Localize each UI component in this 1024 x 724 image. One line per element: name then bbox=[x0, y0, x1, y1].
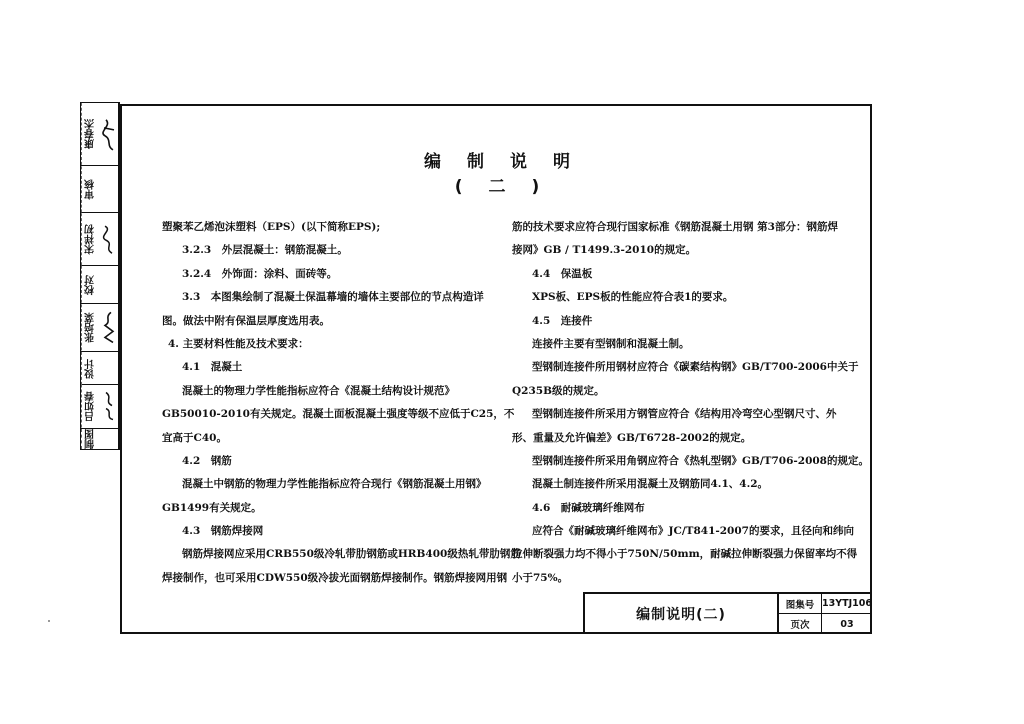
text-line: 混凝土中钢筋的物理力学性能指标应符合现行《钢筋混凝土用钢》 bbox=[182, 478, 487, 491]
section-heading: 4. 主要材料性能及技术要求： bbox=[168, 337, 309, 350]
text-line: 小于75%。 bbox=[512, 571, 569, 584]
strip-label: 宋祥初 bbox=[81, 213, 100, 265]
subsection-heading: 4.5 连接件 bbox=[532, 314, 593, 327]
subsection-heading: 4.4 保温板 bbox=[532, 267, 593, 280]
strip-cell-proof bbox=[81, 266, 118, 304]
handwritten-signature bbox=[100, 304, 118, 350]
strip-cell-reviewer bbox=[81, 103, 118, 166]
strip-label: 审核 bbox=[81, 166, 100, 212]
strip-cell-design bbox=[81, 352, 118, 386]
title-block-name: 编制说明(二) bbox=[636, 607, 726, 623]
strip-cell-checker bbox=[81, 213, 118, 266]
text-line: 型钢制连接件所采用角钢应符合《热轧型钢》GB/T706-2008的规定。 bbox=[532, 454, 869, 467]
text-line: 钢筋焊接网应采用CRB550级冷轧带肋钢筋或HRB400级热轧带肋钢筋 bbox=[182, 548, 521, 561]
subsection-heading: 4.6 耐碱玻璃纤维网布 bbox=[532, 501, 645, 514]
text-line: 形、重量及允许偏差》GB/T6728-2002的规定。 bbox=[512, 431, 752, 444]
text-line: 3.2.3 外层混凝土：钢筋混凝土。 bbox=[182, 244, 348, 257]
text-line: 型钢制连接件所采用方钢管应符合《结构用冷弯空心型钢尺寸、外 bbox=[532, 408, 837, 421]
text-line: GB1499有关规定。 bbox=[162, 501, 262, 514]
strip-cell-drawing bbox=[81, 429, 118, 449]
text-line: 接网》GB / T1499.3-2010的规定。 bbox=[512, 244, 697, 257]
handwritten-signature bbox=[100, 213, 118, 265]
strip-cell-drafter bbox=[81, 385, 118, 429]
subsection-heading: 4.3 钢筋焊接网 bbox=[182, 525, 264, 538]
left-text-column bbox=[162, 216, 521, 590]
text-line: 图。做法中附有保温层厚度选用表。 bbox=[162, 314, 330, 327]
text-line: 3.2.4 外饰面：涂料、面砖等。 bbox=[182, 267, 338, 280]
strip-cell-designer bbox=[81, 304, 118, 351]
page-number: 03 bbox=[840, 618, 854, 630]
text-line: 混凝土制连接件所采用混凝土及钢筋同4.1、4.2。 bbox=[532, 478, 769, 491]
title-block-grid bbox=[777, 594, 872, 634]
atlas-number-label: 图集号 bbox=[779, 594, 822, 614]
right-text-column bbox=[512, 216, 869, 590]
text-line: 型钢制连接件所用钢材应符合《碳素结构钢》GB/T700-2006中关于 bbox=[532, 361, 859, 374]
text-line: Q235B级的规定。 bbox=[512, 384, 605, 397]
text-line: 筋的技术要求应符合现行国家标准《钢筋混凝土用钢 第3部分：钢筋焊 bbox=[512, 221, 838, 233]
strip-cell-review bbox=[81, 166, 118, 213]
text-line: 塑聚苯乙烯泡沫塑料（EPS）(以下简称EPS); bbox=[162, 221, 381, 233]
page-number-label: 页次 bbox=[779, 614, 822, 634]
strip-label: 吕如春 bbox=[81, 385, 100, 428]
text-line: 焊接制作，也可采用CDW550级冷拔光面钢筋焊接制作。钢筋焊接网用钢 bbox=[162, 571, 508, 584]
text-line: 混凝土的物理力学性能指标应符合《混凝土结构设计规范》 bbox=[182, 384, 455, 397]
strip-label: 设计 bbox=[81, 352, 100, 385]
title-block bbox=[583, 592, 872, 634]
strip-label: 制图 bbox=[81, 429, 100, 449]
text-line: 拉伸断裂强力均不得小于750N/50mm，耐碱拉伸断裂强力保留率均不得 bbox=[512, 548, 858, 561]
text-line: 应符合《耐碱玻璃纤维网布》JC/T841-2007的要求，且径向和纬向 bbox=[532, 525, 854, 538]
text-line: XPS板、EPS板的性能应符合表1的要求。 bbox=[532, 291, 734, 304]
strip-label: 张培菜 bbox=[81, 304, 100, 350]
text-line: 3.3 本图集绘制了混凝土保温幕墙的墙体主要部位的节点构造详 bbox=[182, 291, 484, 304]
strip-label: 康春杰 bbox=[81, 103, 100, 165]
signature-strip bbox=[80, 102, 120, 450]
text-line: 宜高于C40。 bbox=[162, 431, 227, 444]
atlas-number: 13YTJ106 bbox=[822, 594, 872, 614]
text-line: GB50010-2010有关规定。混凝土面板混凝土强度等级不应低于C25，不 bbox=[162, 408, 515, 421]
subsection-heading: 4.2 钢筋 bbox=[182, 454, 232, 467]
handwritten-signature bbox=[100, 385, 118, 428]
scan-speck bbox=[48, 620, 50, 622]
subsection-heading: 4.1 混凝土 bbox=[182, 361, 243, 374]
strip-label: 校对 bbox=[81, 266, 100, 303]
handwritten-signature bbox=[100, 103, 118, 165]
page-title: 编制说明(二) bbox=[424, 152, 596, 197]
text-line: 连接件主要有型钢制和混凝土制。 bbox=[532, 337, 690, 350]
